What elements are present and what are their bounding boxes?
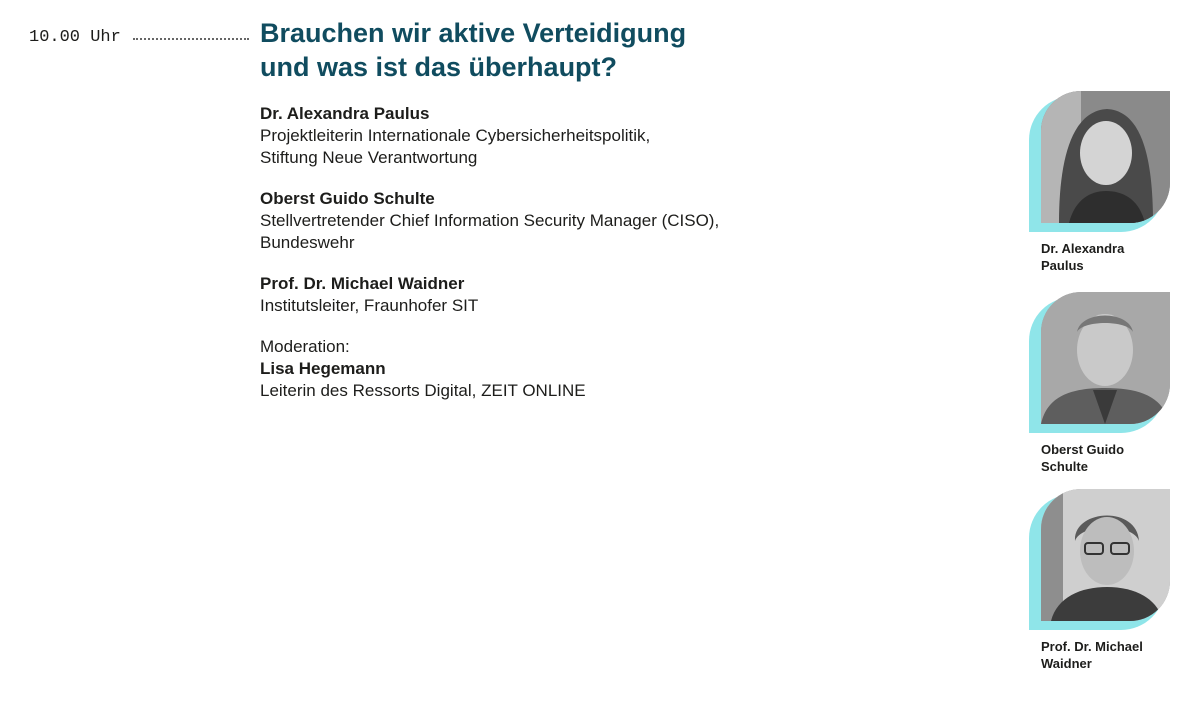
portrait-card [1029, 489, 1174, 672]
portrait-photo [1041, 292, 1170, 424]
speaker-role: Projektleiterin Internationale Cybersicherheitspolitik, [260, 126, 651, 145]
portrait-caption-line-2: Waidner [1041, 656, 1092, 671]
moderator-name: Lisa Hegemann [260, 359, 386, 378]
portrait-caption-line-2: Paulus [1041, 258, 1084, 273]
speaker-entry [260, 103, 900, 169]
portrait-frame [1029, 292, 1170, 433]
portrait-frame [1029, 489, 1170, 630]
moderator-role: Leiterin des Ressorts Digital, ZEIT ONLINE [260, 381, 586, 400]
portrait-card [1029, 91, 1174, 274]
session-title-line-2: und was ist das überhaupt? [260, 52, 618, 82]
portrait-caption [1041, 638, 1174, 672]
time-label [29, 27, 249, 47]
speaker-name: Oberst Guido Schulte [260, 189, 435, 208]
portrait-caption-line-1: Dr. Alexandra [1041, 241, 1125, 256]
portrait-caption-line-2: Schulte [1041, 459, 1088, 474]
session-title-line-1: Brauchen wir aktive Verteidigung [260, 18, 687, 48]
dotted-leader [133, 26, 249, 40]
time-value: 10.00 Uhr [29, 28, 121, 47]
person-portrait-icon [1041, 292, 1170, 424]
speaker-role: Institutsleiter, Fraunhofer SIT [260, 296, 479, 315]
portrait-frame [1029, 91, 1170, 232]
moderation-entry [260, 336, 900, 402]
speaker-entry [260, 188, 900, 254]
session-title [260, 16, 900, 84]
speaker-name: Dr. Alexandra Paulus [260, 104, 430, 123]
portrait-caption-line-1: Oberst Guido [1041, 442, 1125, 457]
portrait-caption-line-1: Prof. Dr. Michael [1041, 639, 1143, 654]
speaker-list [260, 103, 900, 421]
person-portrait-icon [1041, 91, 1170, 223]
portrait-photo [1041, 91, 1170, 223]
portrait-caption [1041, 441, 1174, 475]
portrait-photo [1041, 489, 1170, 621]
speaker-name: Prof. Dr. Michael Waidner [260, 274, 465, 293]
speaker-role: Stellvertretender Chief Information Security Manager (CISO), [260, 211, 720, 230]
speaker-entry [260, 273, 900, 317]
moderation-label: Moderation: [260, 337, 350, 356]
person-portrait-icon [1041, 489, 1170, 621]
speaker-organization: Bundeswehr [260, 233, 355, 252]
portrait-caption [1041, 240, 1174, 274]
speaker-organization: Stiftung Neue Verantwortung [260, 148, 478, 167]
portrait-card [1029, 292, 1174, 475]
